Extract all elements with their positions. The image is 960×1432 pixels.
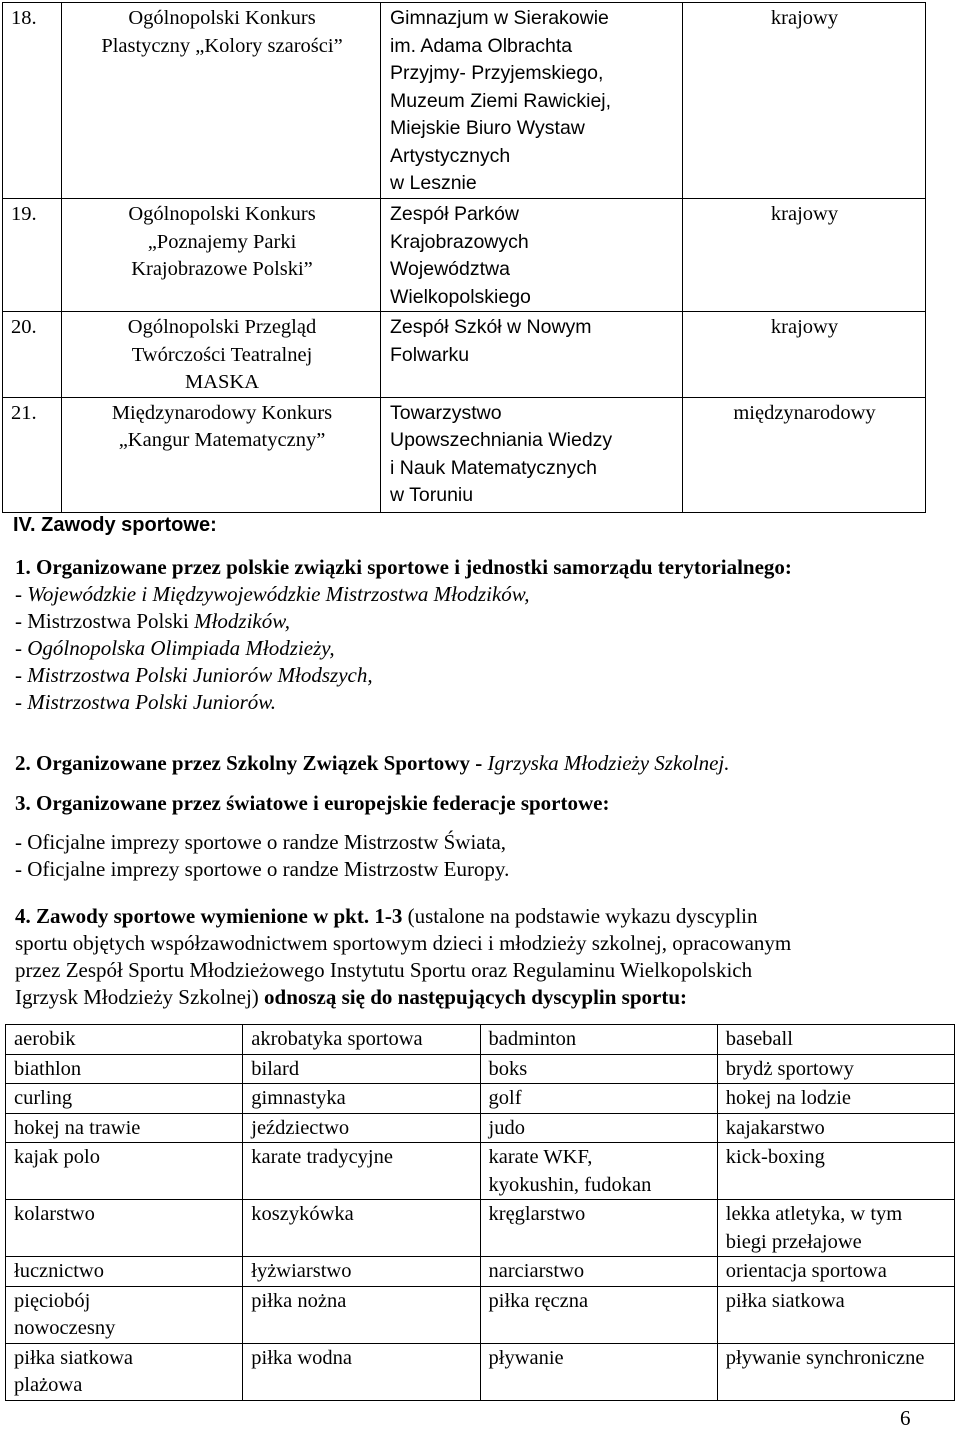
sport-cell bbox=[717, 1084, 954, 1114]
organizer-line: Gimnazjum w Sierakowie bbox=[390, 7, 609, 29]
list-item-text: Mistrzostwa Polski Juniorów Młodszych, bbox=[27, 663, 373, 687]
competition-name-line: Plastyczny „Kolory szarości” bbox=[101, 34, 343, 57]
sport-cell bbox=[243, 1084, 480, 1114]
sport-cell bbox=[480, 1054, 717, 1084]
sport-cell bbox=[480, 1025, 717, 1055]
list-item-prefix: - bbox=[15, 690, 28, 714]
competition-name bbox=[62, 199, 381, 312]
competition-name-line: Ogólnopolski Przegląd bbox=[127, 316, 317, 338]
table-row bbox=[3, 397, 926, 512]
competition-name-line: Twórczości Teatralnej bbox=[131, 343, 313, 366]
organizer-line: i Nauk Matematycznych bbox=[390, 456, 597, 479]
sport-cell bbox=[243, 1343, 480, 1400]
organizer bbox=[381, 397, 683, 512]
paragraph-2-italic: Igrzyska Młodzieży Szkolnej. bbox=[487, 751, 730, 775]
range-label: krajowy bbox=[770, 316, 839, 338]
sport-cell bbox=[480, 1200, 717, 1257]
sport-name: aerobik bbox=[14, 1028, 76, 1050]
organizer-line: Przyjmy- Przyjemskiego, bbox=[390, 62, 604, 84]
competitions-table bbox=[2, 2, 926, 513]
sport-name: lekka atletyka, w tym bbox=[725, 1203, 903, 1225]
sport-name: kajak polo bbox=[14, 1146, 100, 1168]
competition-name-line: „Poznajemy Parki bbox=[147, 230, 297, 253]
list-item bbox=[15, 662, 955, 689]
sport-cell bbox=[717, 1143, 954, 1200]
sport-cell bbox=[480, 1257, 717, 1287]
sport-cell bbox=[480, 1143, 717, 1200]
range-label: krajowy bbox=[770, 203, 839, 225]
sport-cell bbox=[6, 1143, 243, 1200]
organizer-line: Wielkopolskiego bbox=[390, 285, 531, 308]
sport-cell bbox=[243, 1025, 480, 1055]
sport-name: jeździectwo bbox=[251, 1116, 350, 1139]
paragraph-4-line bbox=[15, 984, 955, 1011]
sport-name: piłka nożna bbox=[251, 1289, 347, 1312]
sport-name: plażowa bbox=[14, 1374, 83, 1396]
list-item bbox=[15, 635, 955, 662]
paragraph-4-text: Igrzysk Młodzieży Szkolnej) bbox=[15, 985, 265, 1009]
sport-cell bbox=[6, 1025, 243, 1055]
organizer-line: Zespół Szkół w Nowym bbox=[390, 316, 592, 338]
sport-name: golf bbox=[488, 1087, 522, 1109]
row-number: 19. bbox=[3, 199, 62, 312]
list-item-text: Mistrzostwa Polski Juniorów. bbox=[27, 690, 276, 714]
competition-name-line: Międzynarodowy Konkurs bbox=[111, 401, 333, 424]
sport-cell bbox=[717, 1054, 954, 1084]
sport-name: karate WKF, bbox=[488, 1146, 593, 1168]
sport-cell bbox=[717, 1286, 954, 1343]
list-item bbox=[15, 689, 955, 716]
table-row bbox=[3, 3, 926, 199]
sport-cell bbox=[243, 1054, 480, 1084]
range-label: międzynarodowy bbox=[733, 401, 876, 424]
competition-name bbox=[62, 3, 381, 199]
table-row bbox=[6, 1113, 955, 1143]
paragraph-4-line: sportu objętych współzawodnictwem sportowym dzieci i młodzieży szkolnej, opracowanym bbox=[15, 931, 792, 955]
sport-name: hokej na lodzie bbox=[725, 1087, 851, 1109]
sport-cell bbox=[243, 1200, 480, 1257]
paragraph-2-line bbox=[15, 750, 955, 777]
table-row bbox=[6, 1257, 955, 1287]
sport-name: kick-boxing bbox=[725, 1146, 825, 1168]
table-row bbox=[6, 1286, 955, 1343]
competition-range bbox=[683, 3, 926, 199]
sport-name: kolarstwo bbox=[14, 1203, 95, 1225]
list-item-prefix: - Mistrzostwa Polski bbox=[15, 609, 195, 633]
organizer-line: Miejskie Biuro Wystaw bbox=[390, 117, 585, 139]
sport-cell bbox=[6, 1084, 243, 1114]
paragraph-3-heading: 3. Organizowane przez światowe i europejskie federacje sportowe: bbox=[15, 791, 610, 815]
sport-cell bbox=[480, 1084, 717, 1114]
organizer-line: w Lesznie bbox=[390, 172, 477, 194]
table-row bbox=[6, 1200, 955, 1257]
competition-name bbox=[62, 312, 381, 398]
list-item-text: Młodzików, bbox=[194, 609, 290, 633]
competition-range bbox=[683, 312, 926, 398]
table-row bbox=[6, 1025, 955, 1055]
competition-name-line: MASKA bbox=[184, 371, 260, 393]
sport-name: piłka siatkowa bbox=[14, 1346, 133, 1369]
competition-name-line: Ogólnopolski Konkurs bbox=[128, 7, 316, 29]
sport-name: piłka wodna bbox=[251, 1346, 353, 1369]
sport-name: biathlon bbox=[14, 1057, 82, 1080]
organizer-line: Muzeum Ziemi Rawickiej, bbox=[390, 89, 612, 112]
sport-cell bbox=[717, 1200, 954, 1257]
competition-name bbox=[62, 397, 381, 512]
organizer-line: Artystycznych bbox=[390, 144, 511, 167]
sport-cell bbox=[717, 1025, 954, 1055]
sport-cell bbox=[243, 1143, 480, 1200]
competition-range bbox=[683, 199, 926, 312]
paragraph-2-bold: 2. Organizowane przez Szkolny Związek Sportowy - bbox=[15, 751, 488, 775]
sport-name: pływanie bbox=[488, 1346, 564, 1369]
sport-name: pływanie synchroniczne bbox=[725, 1346, 925, 1369]
organizer bbox=[381, 312, 683, 398]
sport-name: judo bbox=[488, 1116, 525, 1139]
table-row bbox=[3, 312, 926, 398]
sport-cell bbox=[717, 1113, 954, 1143]
list-item-prefix: - bbox=[15, 636, 28, 660]
sport-name: curling bbox=[14, 1087, 73, 1109]
competition-name-line: „Kangur Matematyczny” bbox=[118, 429, 326, 451]
organizer-line: w Toruniu bbox=[390, 484, 474, 506]
sport-name: karate tradycyjne bbox=[251, 1146, 393, 1168]
sports-table bbox=[5, 1024, 955, 1401]
paragraph-3-items bbox=[15, 829, 955, 883]
sport-name: kręglarstwo bbox=[488, 1203, 586, 1225]
organizer-line: Województwa bbox=[390, 258, 510, 280]
organizer-line: Upowszechniania Wiedzy bbox=[390, 429, 613, 451]
sport-cell bbox=[6, 1054, 243, 1084]
table-row bbox=[6, 1084, 955, 1114]
list-item: - Oficjalne imprezy sportowe o randze Mistrzostw Europy. bbox=[15, 857, 510, 881]
organizer-line: Krajobrazowych bbox=[390, 230, 529, 253]
sport-name: orientacja sportowa bbox=[725, 1260, 887, 1282]
sport-cell bbox=[6, 1343, 243, 1400]
list-item-prefix: - bbox=[15, 663, 28, 687]
organizer-line: Zespół Parków bbox=[390, 203, 519, 225]
paragraph-4-text: (ustalone na podstawie wykazu dyscyplin bbox=[402, 904, 758, 928]
paragraph-4-line bbox=[15, 903, 955, 930]
sport-cell bbox=[480, 1113, 717, 1143]
paragraph-4 bbox=[15, 903, 955, 1011]
sport-name: brydż sportowy bbox=[725, 1057, 854, 1080]
paragraph-3 bbox=[15, 790, 955, 817]
sport-cell bbox=[480, 1286, 717, 1343]
table-row bbox=[6, 1143, 955, 1200]
sport-name: kajakarstwo bbox=[725, 1116, 825, 1139]
sport-name: pięciobój bbox=[14, 1289, 91, 1312]
row-number: 21. bbox=[3, 397, 62, 512]
sport-cell bbox=[480, 1343, 717, 1400]
sport-name: łucznictwo bbox=[14, 1260, 104, 1282]
row-number: 18. bbox=[3, 3, 62, 199]
sport-cell bbox=[717, 1257, 954, 1287]
sport-name: hokej na trawie bbox=[14, 1116, 141, 1139]
sport-name: baseball bbox=[725, 1028, 793, 1050]
sport-name: narciarstwo bbox=[488, 1260, 585, 1282]
organizer bbox=[381, 199, 683, 312]
sport-cell bbox=[6, 1257, 243, 1287]
competition-name-line: Ogólnopolski Konkurs bbox=[128, 203, 316, 225]
sport-name: bilard bbox=[251, 1057, 300, 1080]
section-heading: IV. Zawody sportowe: bbox=[13, 514, 217, 536]
list-item: - Oficjalne imprezy sportowe o randze Mistrzostw Świata, bbox=[15, 830, 507, 854]
sport-name: biegi przełajowe bbox=[725, 1230, 862, 1253]
table-row bbox=[6, 1054, 955, 1084]
row-number: 20. bbox=[3, 312, 62, 398]
competition-name-line: Krajobrazowe Polski” bbox=[131, 258, 313, 280]
sport-cell bbox=[243, 1286, 480, 1343]
sport-cell bbox=[243, 1257, 480, 1287]
sport-name: boks bbox=[488, 1057, 528, 1080]
paragraph-1 bbox=[15, 554, 955, 716]
sport-name: badminton bbox=[488, 1028, 577, 1050]
page-number: 6 bbox=[900, 1406, 911, 1430]
sport-cell bbox=[6, 1200, 243, 1257]
table-row bbox=[6, 1343, 955, 1400]
organizer-line: im. Adama Olbrachta bbox=[390, 34, 573, 57]
organizer-line: Folwarku bbox=[390, 343, 470, 366]
organizer-line: Towarzystwo bbox=[390, 401, 502, 424]
list-item bbox=[15, 608, 955, 635]
sport-cell bbox=[6, 1286, 243, 1343]
sport-cell bbox=[6, 1113, 243, 1143]
sport-name: kyokushin, fudokan bbox=[488, 1173, 652, 1196]
organizer bbox=[381, 3, 683, 199]
paragraph-4-line: przez Zespół Sportu Młodzieżowego Instytutu Sportu oraz Regulaminu Wielkopolskich bbox=[15, 958, 753, 982]
sport-name: gimnastyka bbox=[251, 1087, 346, 1109]
sport-cell bbox=[243, 1113, 480, 1143]
list-item bbox=[15, 581, 955, 608]
paragraph-2 bbox=[15, 750, 955, 777]
list-item-text: Ogólnopolska Olimpiada Młodzieży, bbox=[27, 636, 335, 660]
sport-name: piłka ręczna bbox=[488, 1289, 589, 1312]
table-row bbox=[3, 199, 926, 312]
sport-name: piłka siatkowa bbox=[725, 1289, 845, 1312]
sport-name: nowoczesny bbox=[14, 1317, 116, 1339]
list-item-prefix: - bbox=[15, 582, 28, 606]
sport-name: akrobatyka sportowa bbox=[251, 1028, 423, 1050]
sport-name: łyżwiarstwo bbox=[251, 1260, 352, 1282]
competition-range bbox=[683, 397, 926, 512]
sport-cell bbox=[717, 1343, 954, 1400]
paragraph-4-bold-end: odnoszą się do następujących dyscyplin sportu: bbox=[264, 985, 688, 1009]
list-item-text: Wojewódzkie i Międzywojewódzkie Mistrzostwa Młodzików, bbox=[27, 582, 530, 606]
range-label: krajowy bbox=[770, 7, 839, 29]
paragraph-4-bold-start: 4. Zawody sportowe wymienione w pkt. 1-3 bbox=[15, 904, 403, 928]
sport-name: koszykówka bbox=[251, 1203, 354, 1225]
paragraph-1-heading: 1. Organizowane przez polskie związki sportowe i jednostki samorządu terytorialnego: bbox=[15, 555, 792, 579]
